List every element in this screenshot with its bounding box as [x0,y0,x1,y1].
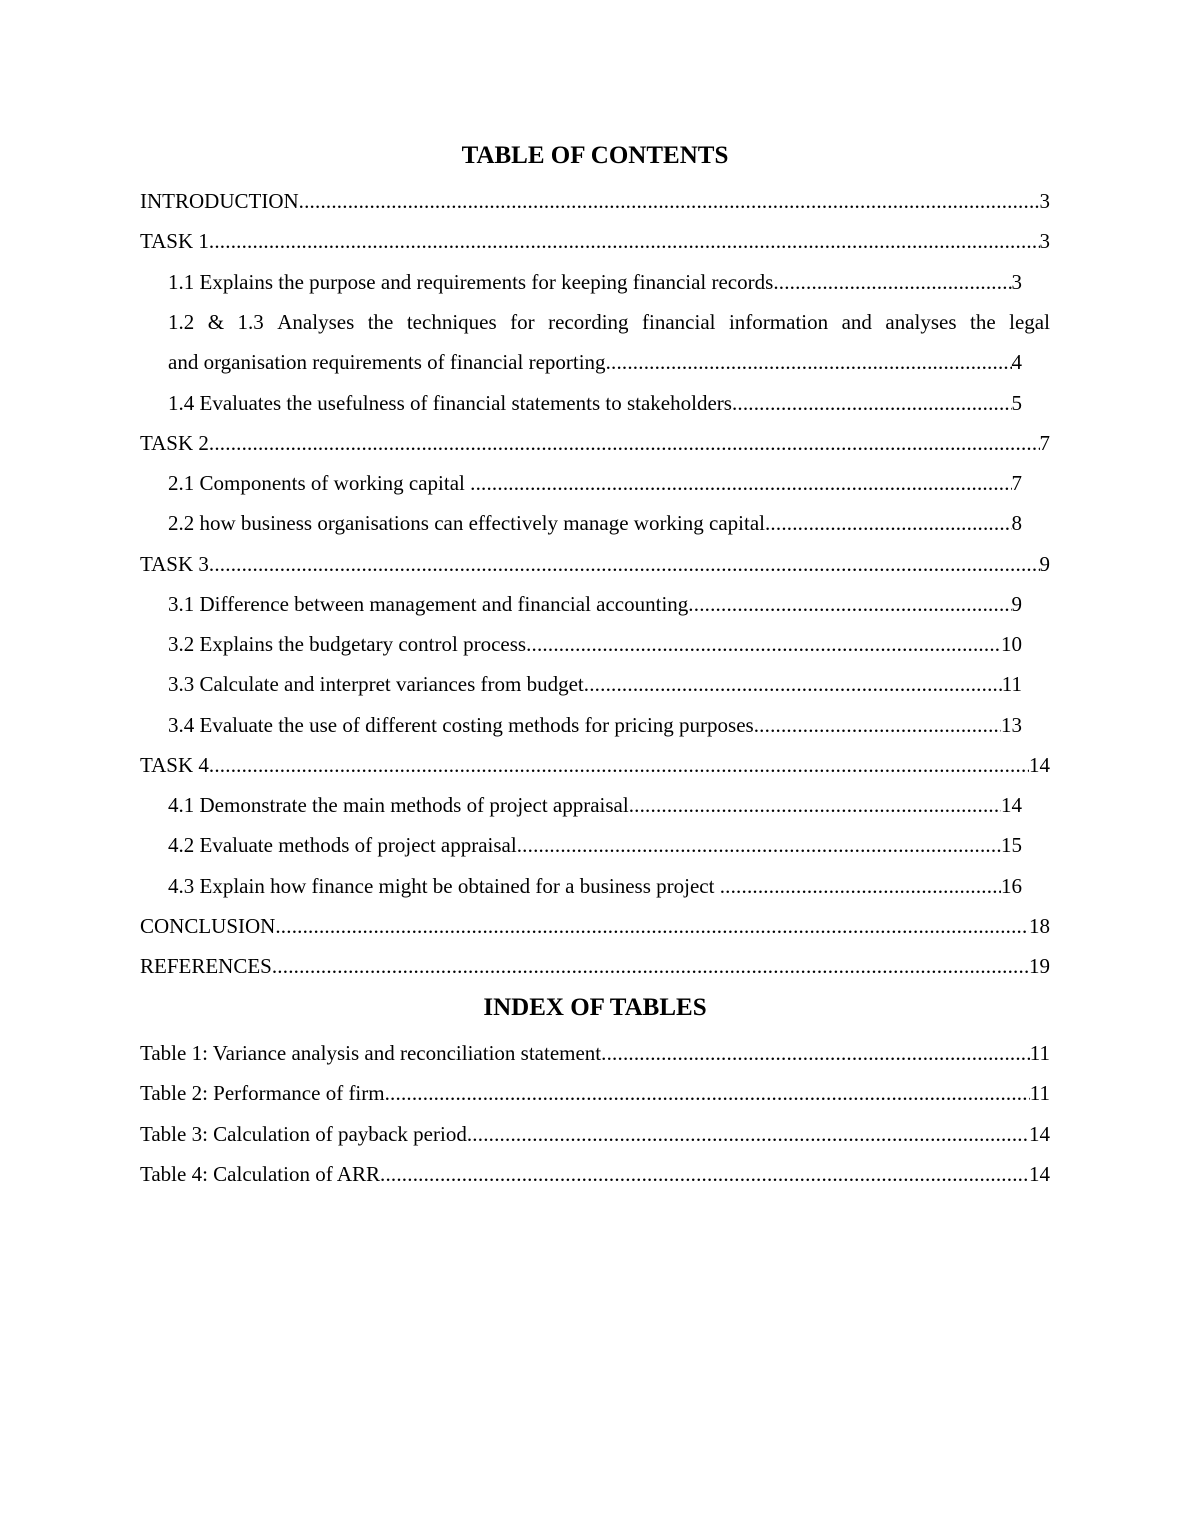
table-index-page: 14 [1029,1122,1050,1146]
toc-entry-title: REFERENCES [140,954,272,978]
table-index-title: Table 1: Variance analysis and reconciliation statement [140,1041,602,1065]
title-word: techniques [406,310,497,334]
title-word: analyses [885,310,957,334]
dot-leader [467,1121,1029,1147]
dot-leader [688,591,1011,617]
table-index-entry-1[interactable] [140,1040,1050,1066]
dot-leader [209,551,1040,577]
toc-entry-page: 3 [1039,229,1050,253]
title-word: & [207,310,225,334]
toc-entry-3-1[interactable] [168,591,1022,617]
toc-entry-4-1[interactable] [168,792,1022,818]
toc-entry-title: 3.3 Calculate and interpret variances from budget [168,672,584,696]
toc-entry-2-2[interactable] [168,510,1022,536]
title-word: Analyses [277,310,355,334]
toc-entry-title: TASK 2 [140,431,209,455]
toc-entry-title: 1.4 Evaluates the usefulness of financial statements to stakeholders [168,391,732,415]
dot-leader [754,712,1001,738]
dot-leader [209,430,1040,456]
table-index-page: 11 [1029,1041,1050,1065]
table-index-entry-2[interactable] [140,1080,1050,1106]
toc-entry-title: TASK 3 [140,552,209,576]
toc-entry-page: 16 [1001,874,1022,898]
toc-entry-page: 14 [1001,793,1022,817]
toc-entry-title: INTRODUCTION [140,189,299,213]
dot-leader [275,913,1029,939]
dot-leader [720,873,1001,899]
title-word: legal [1009,310,1050,334]
toc-entry-title: 2.1 Components of working capital [168,471,471,495]
toc-entry-page: 7 [1011,471,1022,495]
toc-heading: TABLE OF CONTENTS [461,142,729,169]
toc-entry-1-2-1-3[interactable] [168,309,1050,374]
dot-leader [517,832,1001,858]
toc-entry-title: 3.1 Difference between management and financial accounting [168,592,689,616]
toc-entry-title: 4.3 Explain how finance might be obtained for a business project [168,874,720,898]
dot-leader [209,228,1040,254]
dot-leader [470,470,1011,496]
dot-leader [732,390,1012,416]
toc-entry-page: 10 [1001,632,1022,656]
table-index-title: Table 3: Calculation of payback period [140,1122,467,1146]
toc-entry-title: TASK 4 [140,753,209,777]
toc-entry-4-2[interactable] [168,832,1022,858]
toc-entry-title: 3.2 Explains the budgetary control process [168,632,527,656]
toc-entry-4-3[interactable] [168,873,1022,899]
title-word: information [728,310,829,334]
toc-entry-page: 18 [1029,914,1050,938]
toc-entry-title: and organisation requirements of financial reporting [168,350,606,374]
toc-entry-3-2[interactable] [168,631,1022,657]
toc-entry-page: 7 [1039,431,1050,455]
title-word: the [367,310,394,334]
title-word: financial [642,310,716,334]
table-index-page: 14 [1029,1162,1050,1186]
table-index-entry-4[interactable] [140,1161,1050,1187]
toc-entry-title: TASK 1 [140,229,209,253]
table-index-page: 11 [1029,1081,1050,1105]
toc-entry-task-3[interactable] [140,551,1050,577]
toc-entry-3-3[interactable] [168,671,1022,697]
dot-leader [272,953,1029,979]
toc-entry-title: 3.4 Evaluate the use of different costing methods for pricing purposes [168,713,754,737]
title-word: and [841,310,872,334]
toc-entry-page: 14 [1029,753,1050,777]
toc-entry-task-4[interactable] [140,752,1050,778]
toc-entry-1-4[interactable] [168,390,1022,416]
toc-entry-2-1[interactable] [168,470,1022,496]
toc-entry-title: 4.2 Evaluate methods of project appraisal [168,833,517,857]
toc-entry-page: 11 [1001,672,1022,696]
toc-entry-page: 9 [1039,552,1050,576]
toc-entry-task-2[interactable] [140,430,1050,456]
dot-leader [385,1080,1030,1106]
title-word: recording [548,310,629,334]
toc-entry-title-line1 [168,309,1050,335]
dot-leader [606,349,1012,375]
dot-leader [601,1040,1030,1066]
toc-entry-1-1[interactable] [168,269,1022,295]
dot-leader [299,188,1040,214]
toc-entry-conclusion[interactable] [140,913,1050,939]
toc-entry-references[interactable] [140,953,1050,979]
dot-leader [526,631,1001,657]
table-index-title: Table 2: Performance of firm [140,1081,385,1105]
dot-leader [584,671,1002,697]
toc-entry-page: 3 [1011,270,1022,294]
table-index-entry-3[interactable] [140,1121,1050,1147]
toc-entry-page: 4 [1011,350,1022,374]
toc-entry-page: 8 [1011,511,1022,535]
toc-entry-title: CONCLUSION [140,914,276,938]
toc-entry-title: 2.2 how business organisations can effectively manage working capital [168,511,765,535]
table-index-title: Table 4: Calculation of ARR [140,1162,380,1186]
toc-entry-introduction[interactable] [140,188,1050,214]
dot-leader [773,269,1011,295]
toc-entry-title: 4.1 Demonstrate the main methods of project appraisal [168,793,629,817]
dot-leader [209,752,1029,778]
toc-entry-page: 3 [1039,189,1050,213]
toc-entry-title-line2 [168,349,1022,375]
toc-entry-3-4[interactable] [168,712,1022,738]
toc-entry-task-1[interactable] [140,228,1050,254]
toc-entry-page: 5 [1011,391,1022,415]
toc-entry-title: 1.1 Explains the purpose and requirements for keeping financial records [168,270,774,294]
title-word: the [970,310,996,334]
title-word: 1.2 [168,310,195,334]
toc-entry-page: 19 [1029,954,1050,978]
tables-index-heading: INDEX OF TABLES [483,994,707,1021]
dot-leader [380,1161,1029,1187]
toc-entry-page: 13 [1001,713,1022,737]
toc-entry-page: 9 [1011,592,1022,616]
title-word: 1.3 [237,310,264,334]
dot-leader [765,510,1012,536]
dot-leader [629,792,1001,818]
toc-entry-page: 15 [1001,833,1022,857]
title-word: for [510,310,535,334]
